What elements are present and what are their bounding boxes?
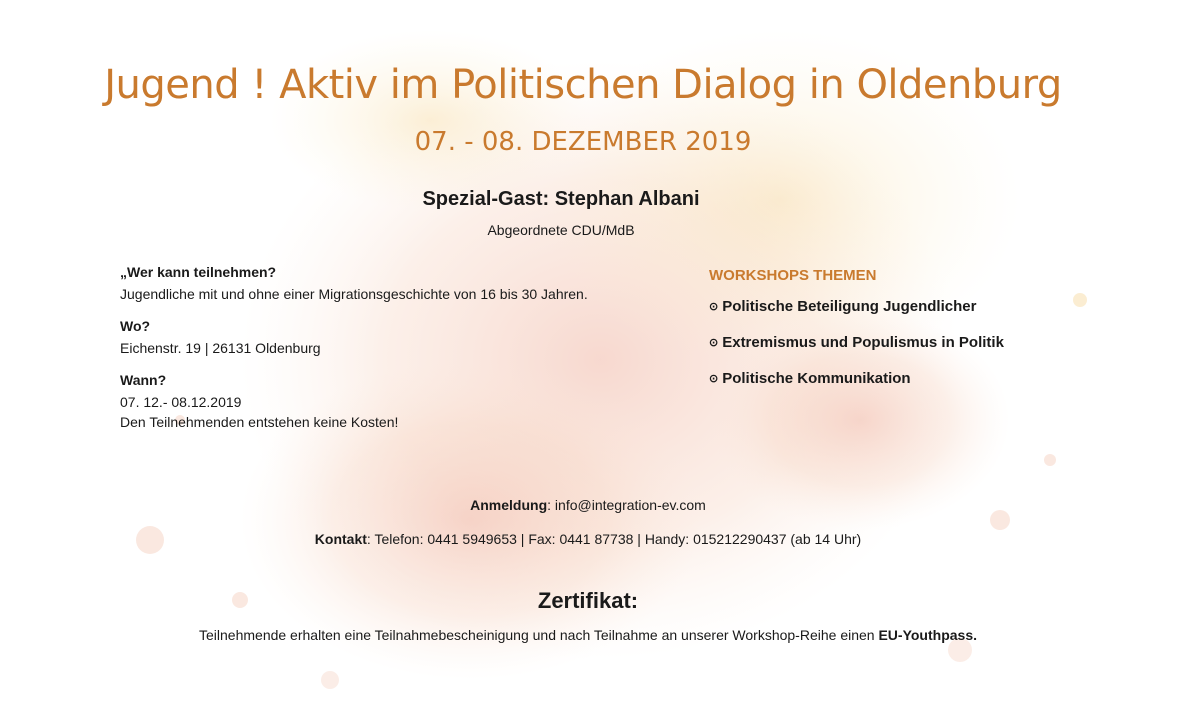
bullet-icon: ⊙ (709, 301, 719, 313)
where-text: Eichenstr. 19 | 26131 Oldenburg (120, 340, 321, 356)
contact-label: Kontakt (314, 531, 367, 547)
contact-numbers: : Telefon: 0441 5949653 | Fax: 0441 87738 | Handy: 015212290437 (ab 14 Uhr) (366, 531, 862, 547)
when-text: 07. 12.- 08.12.2019 (120, 394, 242, 410)
workshop-label: Politische Beteiligung Jugendlicher (722, 298, 977, 315)
cost-text: Den Teilnehmenden entstehen keine Kosten! (120, 414, 399, 430)
certificate-text (0, 627, 1176, 643)
event-info (120, 264, 680, 434)
registration-label: Anmeldung (470, 497, 548, 513)
workshop-label: Extremismus und Populismus in Politik (722, 334, 1004, 351)
page-title: Jugend ! Aktiv im Politischen Dialog in Oldenburg (104, 62, 1062, 108)
workshops-list (709, 267, 1129, 406)
who-text: Jugendliche mit und ohne einer Migrationsgeschichte von 16 bis 30 Jahren. (120, 286, 588, 302)
contact-line (0, 531, 1176, 547)
where-heading: Wo? (120, 318, 151, 334)
registration-line (0, 497, 1176, 513)
special-guest: Spezial-Gast: Stephan Albani (422, 188, 700, 210)
registration-email[interactable]: : info@integration-ev.com (547, 497, 706, 513)
list-item (709, 370, 1129, 387)
workshop-label: Politische Kommunikation (722, 370, 911, 387)
workshops-heading: WORKSHOPS THEMEN (709, 267, 877, 284)
bullet-icon: ⊙ (709, 373, 719, 385)
special-guest-role: Abgeordnete CDU/MdB (487, 222, 635, 238)
list-item (709, 334, 1129, 351)
when-heading: Wann? (120, 372, 167, 388)
certificate-description: Teilnehmende erhalten eine Teilnahmebescheinigung und nach Teilnahme an unserer Workshop-Reihe einen (199, 627, 879, 643)
who-heading: „Wer kann teilnehmen? (120, 264, 277, 280)
certificate-heading: Zertifikat: (537, 588, 639, 613)
certificate-highlight: EU-Youthpass. (878, 627, 977, 643)
list-item (709, 298, 1129, 315)
bullet-icon: ⊙ (709, 337, 719, 349)
event-date: 07. - 08. DEZEMBER 2019 (414, 127, 752, 157)
